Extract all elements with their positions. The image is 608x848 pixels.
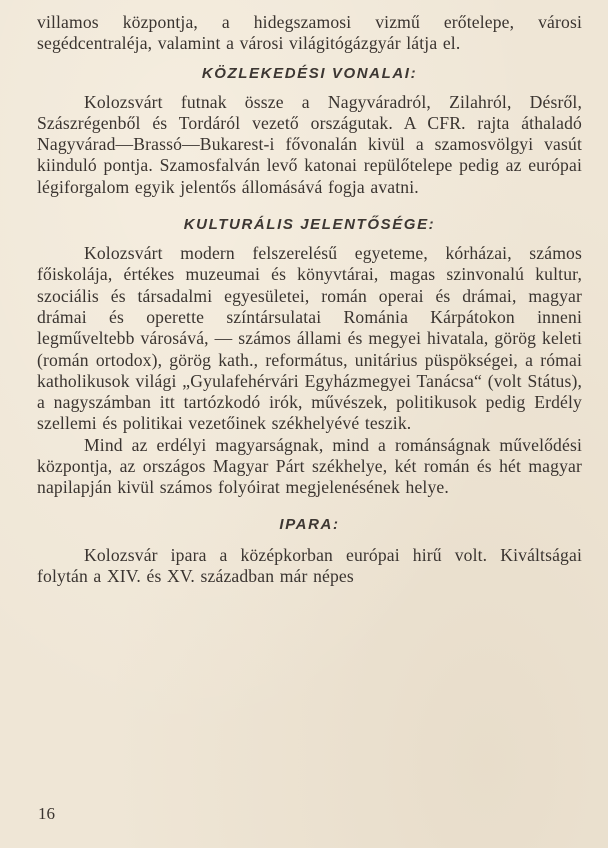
page-content	[37, 12, 582, 587]
paragraph-kultura-1: Kolozsvárt modern felszerelésű egyeteme, kórházai, számos főiskolája, értékes muzeumai és könyvtárai, magas szinvonalú kultur, szociális és társadalmi egyesületei, román operai és drámai, magyar drámai és operette színtársulatai Románia Kárpátokon inneni legműveltebb városává, — számos állami és megyei hivatala, görög keleti (román ortodox), görög kath., református, unitárius püspökségei, a római katholikusok világi „Gyulafehérvári Egyházmegyei Tanácsa“ (volt Státus), a nagyszámban itt tartózkodó irók, művészek, politikusok pedig Erdély szellemi és politikai vezetőinek székhelyévé teszik.	[37, 243, 582, 434]
paragraph-ipar: Kolozsvár ipara a középkorban európai hirű volt. Kiváltságai folytán a XIV. és XV. században már népes	[37, 544, 582, 586]
paragraph-kultura-2: Mind az erdélyi magyarságnak, mind a románságnak művelődési központja, az országos Magyar Párt székhelye, két román és hét magyar napilapján kivül számos folyóirat megjelenésének helye.	[37, 434, 582, 498]
heading-kozlekedesi-vonalai: KÖZLEKEDÉSI VONALAI:	[201, 64, 418, 82]
heading-kulturalis-jelentosege: KULTURÁLIS JELENTŐSÉGE:	[183, 216, 436, 234]
heading-ipara: IPARA:	[279, 515, 340, 533]
paragraph-kozlekedes: Kolozsvárt futnak össze a Nagyváradról, Zilahról, Désről, Szászrégenből és Tordáról vezető országutak. A CFR. rajta áthaladó Nagyvárad—Brassó—Bukarest-i fővonalán kivül a szamosvölgyi vasút kiinduló pontja. Szamosfalván levő katonai repülőtelepe pedig az európai légiforgalom egyik jelentős állomásává fogja avatni.	[37, 91, 582, 197]
intro-paragraph: villamos központja, a hidegszamosi vizmű erőtelepe, városi segédcentraléja, valamint a városi világitógázgyár látja el.	[37, 12, 582, 54]
page-number: 16	[38, 804, 55, 823]
